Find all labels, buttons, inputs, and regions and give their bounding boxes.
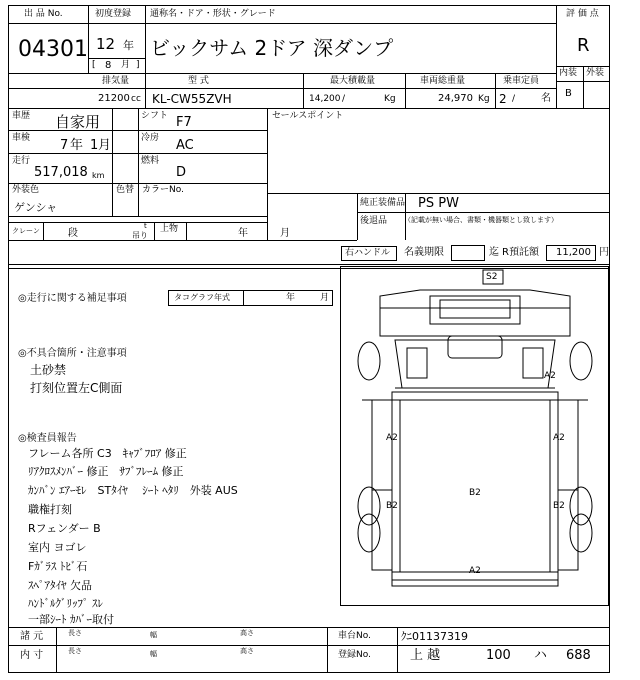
capacity-value: 2 [499, 92, 507, 106]
aftermarket-label: 後退品 [360, 216, 388, 226]
diagram-frame [341, 267, 609, 606]
inspector-line: Rフェンダー B [28, 522, 101, 535]
dump-body [392, 392, 558, 580]
sales-point-label: セールスポイント [272, 111, 344, 121]
exterior-label: 外装 [586, 68, 605, 78]
inspector-title: ◎検査員報告 [18, 433, 77, 444]
tacho-label: タコグラフ年式 [174, 293, 230, 302]
fuel-value: D [176, 165, 187, 180]
gross-weight-label: 車両総重量 [420, 76, 466, 86]
defect-line: 土砂禁 [30, 363, 67, 377]
month-unit: 月 [121, 60, 131, 70]
inspector-line: 職権打刻 [28, 503, 72, 516]
mileage-label: 走行 [12, 156, 31, 166]
mileage-value: 517,018 [34, 165, 88, 180]
gross-weight-value: 24,970 [438, 93, 473, 104]
gross-weight-unit: Kg [478, 94, 490, 104]
first-reg-year: 12 [96, 35, 116, 53]
left-panel-front [372, 400, 392, 490]
wheel-front-right [570, 342, 592, 380]
mark-right-front: A2 [544, 371, 556, 381]
tailgate [392, 580, 558, 586]
lift-text: 吊り [132, 231, 148, 240]
wheel-front-left [358, 342, 380, 380]
inspector-line: ｶﾝﾊﾞﾝ ｴｱｰﾓﾚ STﾀｲﾔ ｼｰﾄ ﾍﾀﾘ 外装 AUS [28, 484, 238, 497]
wheel-rear-right-2 [570, 514, 592, 552]
aftermarket-note: （記載が無い場合、書類・機器類とし致します） [404, 216, 558, 224]
displacement-unit: cc [131, 94, 141, 104]
color-label: 外装色 [12, 185, 40, 195]
defect-line: 打刻位置左C側面 [30, 381, 123, 395]
supplement-title: ◎走行に関する補足事項 [18, 293, 127, 304]
lot-label: 出 品 No. [24, 9, 63, 19]
dims-width-label: 幅 [150, 631, 157, 639]
history-value: 自家用 [55, 113, 101, 131]
mark-left-mid: A2 [386, 433, 398, 443]
equipment-label: 純正装備品 [360, 198, 406, 208]
cab-roof [380, 290, 570, 308]
mark-center: B2 [469, 488, 481, 498]
color-value: ゲンシャ [14, 201, 58, 214]
right-door-glass [523, 348, 543, 378]
equipment-value: PS PW [418, 196, 459, 211]
aircon-label: 冷房 [141, 133, 160, 143]
inspector-line: 一部ｼｰﾄ ｶﾊﾞｰ取付 [28, 613, 114, 626]
max-load-unit: Kg [384, 94, 396, 104]
inspection-year: 7 [60, 138, 69, 153]
right-panel-front [558, 400, 578, 490]
dims-height-label: 高さ [240, 629, 254, 637]
lift-unit: t [144, 222, 147, 230]
aircon-value: AC [176, 138, 194, 153]
displacement-value: 21200 [98, 93, 130, 104]
shift-value: F7 [176, 115, 192, 130]
inspection-label: 車検 [12, 133, 31, 143]
recycle-label: R預託額 [502, 247, 539, 258]
month-bracket-left: [ [92, 60, 96, 70]
mileage-unit: km [92, 171, 105, 180]
mark-top: S2 [486, 272, 498, 282]
interior-width-label: 幅 [150, 650, 157, 658]
grade-label: 評 価 点 [566, 9, 599, 19]
reg-number: 688 [566, 648, 591, 663]
first-reg-label: 初度登録 [95, 9, 132, 19]
mark-left-rear: B2 [386, 501, 398, 511]
chassis-number: ｸﾆ01137319 [401, 630, 468, 643]
reg-label: 登録No. [338, 650, 371, 660]
history-label: 車歴 [12, 111, 31, 121]
inspection-year-unit: 年 [70, 138, 84, 153]
car-name: ビックサム 2ドア 深ダンプ [150, 36, 394, 60]
first-reg-month: 8 [105, 60, 112, 71]
inspector-line: 室内 ヨゴレ [28, 541, 87, 554]
recycle-amount: 11,200 [556, 247, 591, 258]
inspector-line: ﾊﾝﾄﾞﾙｸﾞﾘｯﾌﾟ ｽﾚ [28, 597, 103, 610]
max-load-slash: / [342, 94, 346, 104]
interior-height-label: 高さ [240, 647, 254, 655]
max-load-value: 14,200 [309, 94, 341, 104]
color-code-label: カラーNo. [142, 185, 184, 195]
name-change-unit: 迄 [489, 247, 499, 258]
capacity-slash: / [512, 94, 516, 104]
displacement-label: 排気量 [102, 76, 130, 86]
name-change-label: 名義期限 [404, 247, 444, 258]
inspector-line: ｽﾍﾟｱﾀｲﾔ 欠品 [28, 579, 92, 592]
reg-area: 上 越 [410, 648, 441, 663]
max-load-label: 最大積載量 [330, 76, 376, 86]
right-hand-label: 右ハンドル [345, 248, 391, 258]
inspector-line: ﾘｱｸﾛｽﾒﾝﾊﾞｰ 修正 ｻﾌﾞﾌﾚｰﾑ 修正 [28, 465, 184, 478]
crane-stage-label: 段 [68, 228, 78, 239]
name-label: 通称名・ドア・形状・グレード [150, 9, 276, 19]
windshield [395, 340, 555, 388]
inspector-line: Fｶﾞﾗｽ ﾄﾋﾞ石 [28, 560, 88, 573]
lot-number: 04301 [18, 37, 88, 62]
loading-year-unit: 年 [238, 228, 248, 239]
capacity-label: 乗車定員 [503, 76, 540, 86]
defects-title: ◎不具合箇所・注意事項 [18, 348, 127, 359]
reg-class: 100 [486, 648, 511, 663]
inspector-line: フレーム各所 C3 ｷｬﾌﾞﾌﾛｱ 修正 [28, 447, 187, 460]
interior-grade: B [565, 88, 572, 99]
month-bracket-right: ] [136, 60, 140, 70]
interior-length-label: 長さ [68, 647, 82, 655]
fuel-label: 燃料 [141, 156, 160, 166]
loading-month-unit: 月 [280, 228, 290, 239]
reg-kana: ハ [534, 648, 548, 663]
model-value: KL-CW55ZVH [152, 92, 232, 106]
crane-label: クレーン [12, 227, 40, 235]
cab-top [380, 308, 570, 336]
inspection-month-unit: 月 [98, 138, 112, 153]
chassis-label: 車台No. [338, 631, 371, 641]
mark-right-mid: A2 [553, 433, 565, 443]
grille [448, 336, 502, 358]
loading-label: 上物 [160, 224, 179, 234]
dims-length-label: 長さ [68, 629, 82, 637]
interior-size-label: 内 寸 [20, 650, 44, 661]
model-label: 型 式 [188, 76, 209, 86]
mark-bottom: A2 [469, 566, 481, 576]
recycle-unit: 円 [599, 247, 609, 258]
color-change-label: 色替 [116, 185, 135, 195]
roof-hatch [440, 300, 510, 318]
tacho-year-unit: 年 [286, 293, 296, 303]
tacho-month-unit: 月 [320, 293, 330, 303]
overall-grade: R [577, 35, 590, 56]
year-unit: 年 [123, 39, 134, 52]
interior-label: 内装 [559, 68, 578, 78]
inspection-month: 1 [90, 138, 99, 153]
left-door-glass [407, 348, 427, 378]
mark-right-rear: B2 [553, 501, 565, 511]
wheel-rear-left-2 [358, 514, 380, 552]
dims-label: 諸 元 [20, 631, 44, 642]
capacity-unit: 名 [541, 93, 551, 104]
shift-label: シフト [141, 111, 169, 121]
